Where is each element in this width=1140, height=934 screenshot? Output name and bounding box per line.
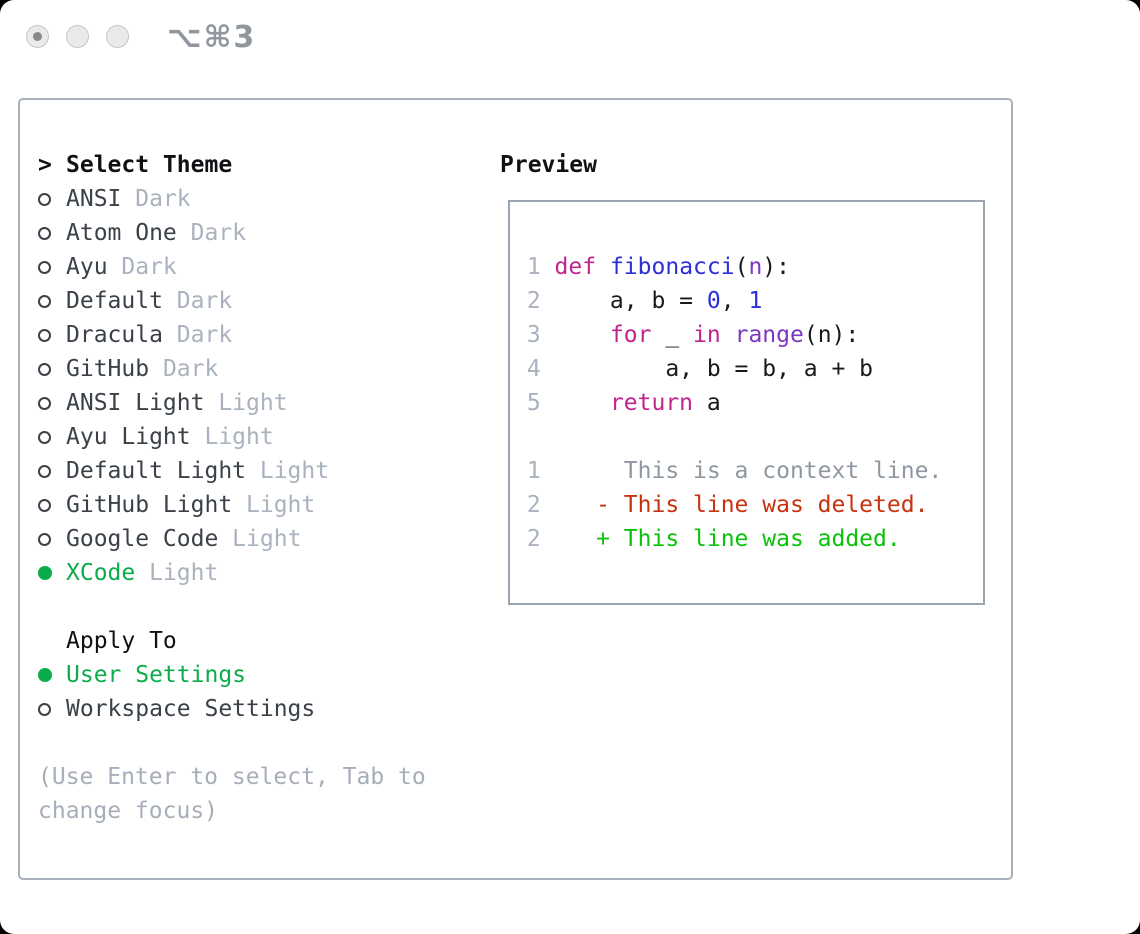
theme-list: [38, 182, 426, 590]
syntax-plain: (n):: [803, 322, 860, 348]
syntax-plain: [596, 254, 610, 280]
theme-option-default-dark[interactable]: [38, 284, 426, 318]
syntax-plain: [555, 322, 610, 348]
radio-circle-icon: [38, 329, 51, 342]
radio-circle-icon: [38, 431, 51, 444]
line-number: 1: [513, 254, 555, 280]
theme-variant: Dark: [176, 220, 247, 246]
theme-variant: Light: [204, 390, 288, 416]
traffic-lights: [26, 25, 129, 48]
syntax-plain: (: [734, 254, 749, 280]
syntax-plain: a: [693, 390, 721, 416]
syntax-param: n: [748, 254, 763, 280]
theme-name: Default: [66, 288, 163, 314]
line-number: [513, 424, 555, 450]
radio-circle-icon: [38, 397, 51, 410]
theme-name: Google Code: [66, 526, 219, 552]
theme-name: GitHub Light: [66, 492, 233, 518]
theme-variant: Dark: [162, 288, 233, 314]
syntax-param: range: [734, 322, 804, 348]
line-number: 1: [513, 458, 555, 484]
keyboard-shortcut-label: ⌥⌘3: [167, 20, 257, 55]
syntax-plain: a, b =: [554, 288, 707, 314]
help-text-line-1: (Use Enter to select, Tab to: [38, 764, 426, 790]
radio-circle-icon: [38, 703, 51, 716]
line-number: 3: [513, 322, 555, 348]
window-close-button[interactable]: [26, 25, 49, 48]
syntax-plain: a, b = b, a + b: [554, 356, 874, 382]
theme-option-ayu-dark[interactable]: [38, 250, 426, 284]
theme-option-ansi-light-light[interactable]: [38, 386, 426, 420]
active-light-dot-icon: [33, 32, 42, 41]
syntax-number: 1: [748, 288, 763, 314]
theme-option-default-light-light[interactable]: [38, 454, 426, 488]
window-zoom-button[interactable]: [106, 25, 129, 48]
theme-option-google-code-light[interactable]: [38, 522, 426, 556]
theme-name: ANSI: [66, 186, 122, 212]
theme-option-github-dark[interactable]: [38, 352, 426, 386]
apply-option-label: Workspace Settings: [66, 696, 316, 722]
syntax-keyword: in: [693, 322, 721, 348]
theme-variant: Dark: [107, 254, 177, 280]
theme-name: ANSI Light: [66, 390, 205, 416]
line-number: 2: [513, 288, 555, 314]
diff-added-text: + This line was added.: [554, 526, 901, 552]
syntax-plain: ):: [762, 254, 790, 280]
theme-option-github-light-light[interactable]: [38, 488, 426, 522]
radio-circle-icon: [38, 533, 51, 546]
select-theme-header: [38, 148, 426, 182]
diff-deleted-text: - This line was deleted.: [554, 492, 929, 518]
window-minimize-button[interactable]: [66, 25, 89, 48]
code-line: [513, 454, 983, 488]
radio-circle-icon: [38, 363, 51, 376]
theme-variant: Dark: [162, 322, 233, 348]
theme-name: XCode: [66, 560, 136, 586]
radio-circle-icon: [38, 499, 51, 512]
radio-circle-icon: [38, 193, 51, 206]
theme-selector-column: [38, 148, 426, 828]
theme-variant: Dark: [149, 356, 219, 382]
syntax-plain: ,: [720, 288, 749, 314]
theme-option-ansi-dark[interactable]: [38, 182, 426, 216]
apply-to-header: [38, 624, 426, 658]
syntax-keyword: def: [554, 254, 597, 280]
code-line: [513, 522, 983, 556]
theme-variant: Light: [218, 526, 302, 552]
radio-selected-icon: [38, 566, 52, 580]
theme-name: Default Light: [66, 458, 247, 484]
cursor-indicator: >: [38, 152, 52, 178]
code-line: [513, 488, 983, 522]
code-line: [513, 318, 983, 352]
theme-variant: Dark: [121, 186, 191, 212]
theme-option-xcode-light[interactable]: [38, 556, 426, 590]
radio-circle-icon: [38, 261, 51, 274]
code-line: [513, 284, 983, 318]
radio-circle-icon: [38, 227, 51, 240]
window-titlebar: [0, 0, 1140, 74]
code-line: [513, 352, 983, 386]
theme-picker-panel: [18, 98, 1013, 880]
code-line: [513, 420, 983, 454]
spacer-row: [38, 726, 426, 760]
select-theme-title: Select Theme: [66, 152, 233, 178]
theme-option-dracula-dark[interactable]: [38, 318, 426, 352]
line-number: 2: [513, 492, 555, 518]
preview-header: Preview: [500, 152, 597, 178]
radio-selected-icon: [38, 668, 52, 682]
theme-name: Atom One: [66, 220, 177, 246]
radio-circle-icon: [38, 465, 51, 478]
theme-option-atom-one-dark[interactable]: [38, 216, 426, 250]
code-line: [513, 386, 983, 420]
line-number: 5: [513, 390, 555, 416]
diff-context-text: This is a context line.: [554, 458, 943, 484]
code-lines: [513, 250, 983, 556]
apply-option-label: User Settings: [66, 662, 247, 688]
apply-to-title: Apply To: [66, 628, 177, 654]
syntax-function: fibonacci: [609, 254, 735, 280]
theme-name: Ayu: [66, 254, 108, 280]
syntax-plain: [555, 390, 610, 416]
code-line: [513, 250, 983, 284]
theme-variant: Light: [246, 458, 330, 484]
theme-variant: Light: [190, 424, 274, 450]
apply-option-user-settings[interactable]: [38, 658, 426, 692]
apply-option-workspace-settings[interactable]: [38, 692, 426, 726]
line-number: 4: [513, 356, 555, 382]
syntax-plain: _: [651, 322, 694, 348]
theme-name: GitHub: [66, 356, 150, 382]
theme-name: Ayu Light: [66, 424, 191, 450]
code-preview-box: [508, 200, 985, 605]
help-text-line-2: change focus): [38, 798, 219, 824]
apply-to-list: [38, 658, 426, 726]
theme-variant: Light: [232, 492, 316, 518]
syntax-plain: [721, 322, 735, 348]
theme-name: Dracula: [66, 322, 163, 348]
line-number: 2: [513, 526, 555, 552]
syntax-keyword: return: [609, 390, 694, 416]
theme-option-ayu-light-light[interactable]: [38, 420, 426, 454]
syntax-keyword: for: [609, 322, 652, 348]
syntax-number: 0: [706, 288, 721, 314]
theme-variant: Light: [135, 560, 219, 586]
radio-circle-icon: [38, 295, 51, 308]
spacer-row: [38, 590, 426, 624]
